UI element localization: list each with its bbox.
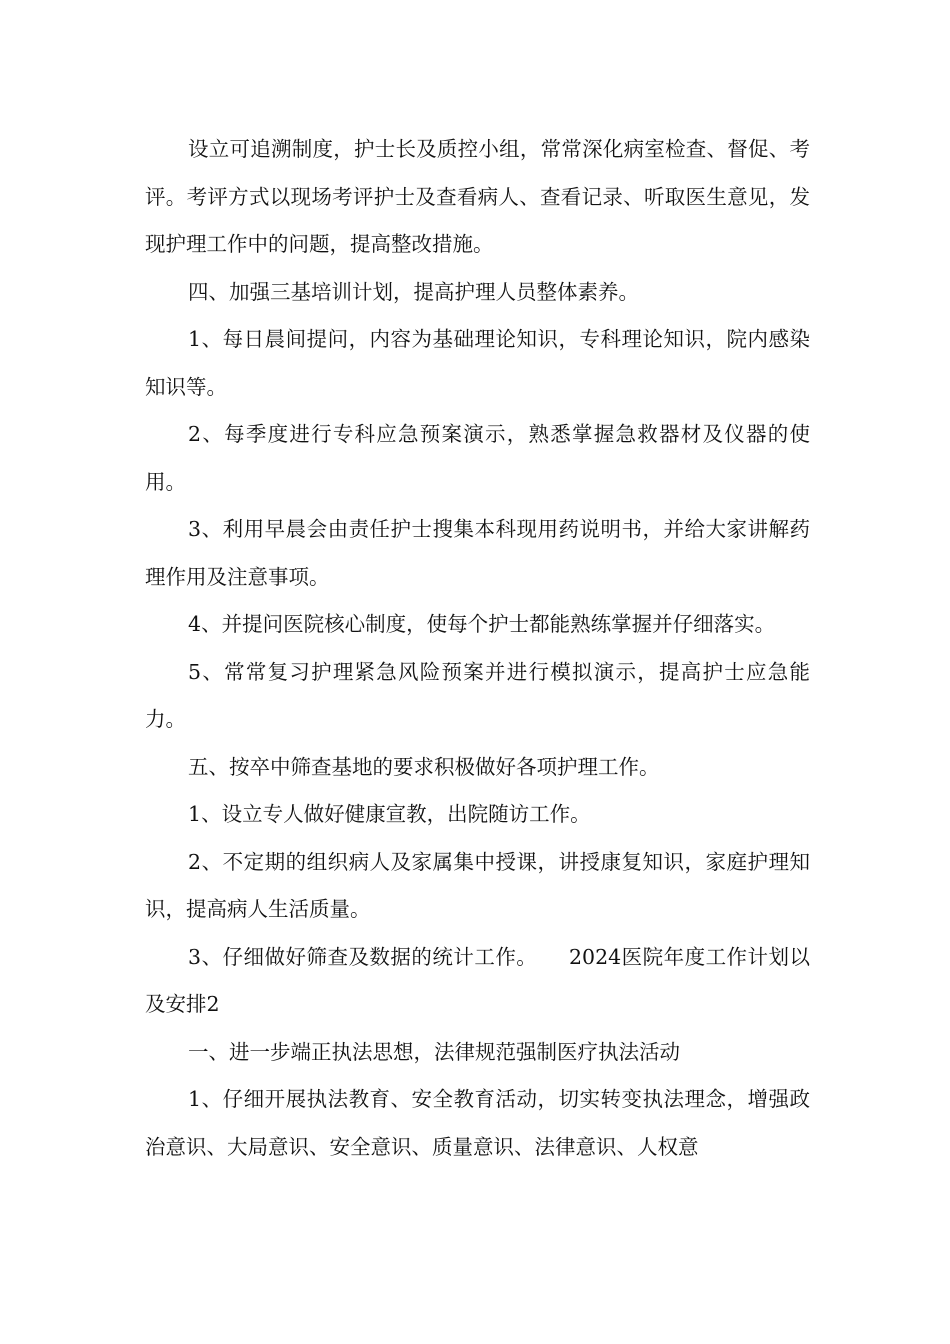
list-item: 2、不定期的组织病人及家属集中授课，讲授康复知识，家庭护理知识，提高病人生活质量。 bbox=[145, 849, 810, 921]
list-item: 3、利用早晨会由责任护士搜集本科现用药说明书，并给大家讲解药理作用及注意事项。 bbox=[145, 517, 810, 589]
list-item: 1、仔细开展执法教育、安全教育活动，切实转变执法理念，增强政治意识、大局意识、安全意识、质量意识、法律意识、人权意 bbox=[145, 1087, 810, 1159]
section-heading: 五、按卒中筛查基地的要求积极做好各项护理工作。 bbox=[188, 754, 660, 779]
list-item: 1、每日晨间提问，内容为基础理论知识，专科理论知识，院内感染知识等。 bbox=[145, 327, 810, 399]
list-item: 1、设立专人做好健康宣教，出院随访工作。 bbox=[188, 802, 591, 826]
section-heading: 一、进一步端正执法思想，法律规范强制医疗执法活动 bbox=[188, 1039, 681, 1064]
document-body bbox=[145, 126, 810, 1171]
section-heading: 四、加强三基培训计划，提高护理人员整体素养。 bbox=[188, 279, 640, 304]
paragraph: 设立可追溯制度，护士长及质控小组，常常深化病室检查、督促、考评。考评方式以现场考评护士及查看病人、查看记录、听取医生意见，发现护理工作中的问题，提高整改措施。 bbox=[145, 137, 810, 256]
list-item: 2、每季度进行专科应急预案演示，熟悉掌握急救器材及仪器的使用。 bbox=[145, 422, 810, 494]
list-item: 3、仔细做好筛查及数据的统计工作。 2024医院年度工作计划以及安排2 bbox=[145, 944, 810, 1016]
list-item: 5、常常复习护理紧急风险预案并进行模拟演示，提高护士应急能力。 bbox=[145, 659, 810, 731]
list-item: 4、并提问医院核心制度，使每个护士都能熟练掌握并仔细落实。 bbox=[188, 612, 776, 636]
